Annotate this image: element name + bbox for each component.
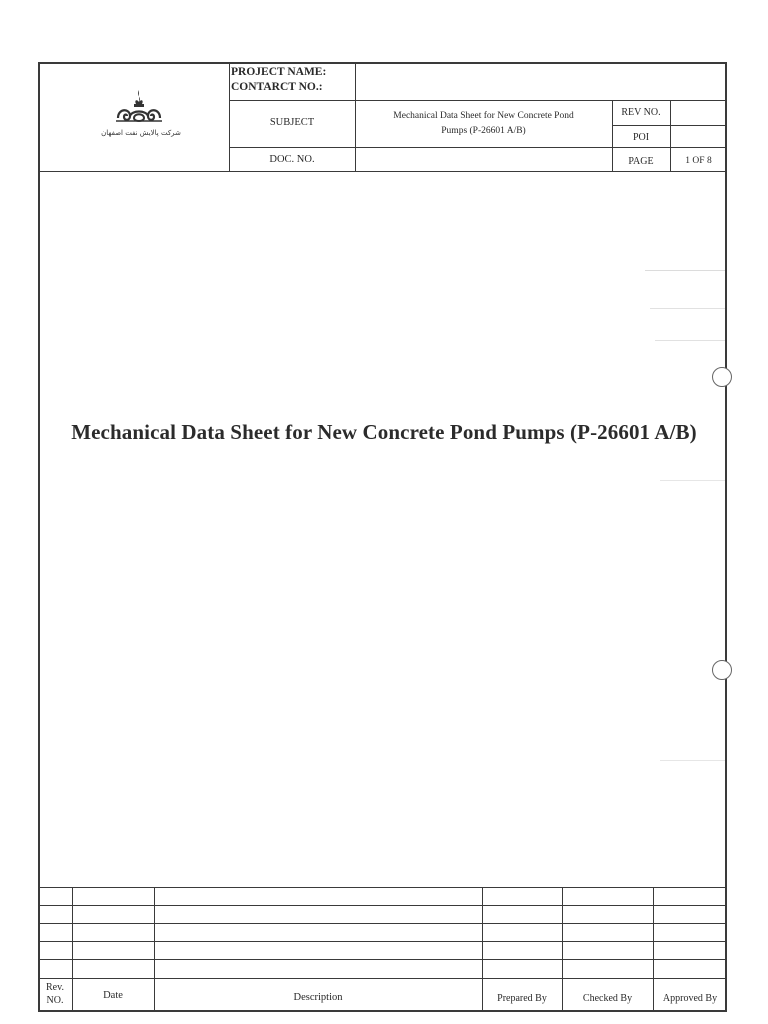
rev-table-row-line bbox=[38, 905, 727, 906]
rev-no-label: REV NO. bbox=[621, 107, 661, 118]
project-name-label: PROJECT NAME: bbox=[231, 66, 327, 78]
page-label: PAGE bbox=[628, 156, 654, 167]
document-title: Mechanical Data Sheet for New Concrete Pond Pumps (P-26601 A/B) bbox=[71, 420, 697, 444]
rev-table-row-line bbox=[38, 941, 727, 942]
punch-hole-upper bbox=[712, 367, 732, 387]
subject-text-line-2: Pumps (P-26601 A/B) bbox=[441, 126, 526, 136]
rev-table-top-line bbox=[38, 887, 727, 888]
contract-no-label: CONTARCT NO.: bbox=[231, 81, 323, 93]
document-frame bbox=[38, 62, 727, 1012]
header-line-project bbox=[229, 100, 727, 101]
scan-artifact bbox=[660, 480, 725, 481]
header-bottom-line bbox=[38, 171, 727, 172]
approved-by-header: Approved By bbox=[662, 993, 718, 1004]
punch-hole-lower bbox=[712, 660, 732, 680]
rev-no-header-line-1: Rev. bbox=[46, 982, 64, 993]
poi-label: POI bbox=[632, 132, 650, 143]
scan-artifact bbox=[660, 760, 725, 761]
prepared-by-header: Prepared By bbox=[497, 993, 547, 1004]
header-line-rev bbox=[612, 125, 727, 126]
checked-by-header: Checked By bbox=[582, 993, 633, 1004]
description-header: Description bbox=[293, 992, 343, 1003]
page-value: 1 OF 8 bbox=[685, 156, 712, 166]
scan-artifact bbox=[655, 340, 725, 341]
subject-text-line-1: Mechanical Data Sheet for New Concrete Pond bbox=[393, 111, 574, 121]
company-logo-icon bbox=[112, 88, 166, 124]
subject-label: SUBJECT bbox=[269, 117, 315, 128]
rev-table-row-line bbox=[38, 923, 727, 924]
rev-table-row-line bbox=[38, 959, 727, 960]
rev-table-header-line bbox=[38, 978, 727, 979]
rev-no-header-line-2: NO. bbox=[46, 995, 64, 1006]
company-name: شرکت پالایش نفت اصفهان bbox=[101, 129, 181, 137]
date-header: Date bbox=[103, 990, 123, 1001]
header-line-subject bbox=[229, 147, 727, 148]
scan-artifact bbox=[645, 270, 725, 271]
scan-artifact bbox=[650, 308, 725, 309]
doc-no-label: DOC. NO. bbox=[269, 154, 315, 165]
